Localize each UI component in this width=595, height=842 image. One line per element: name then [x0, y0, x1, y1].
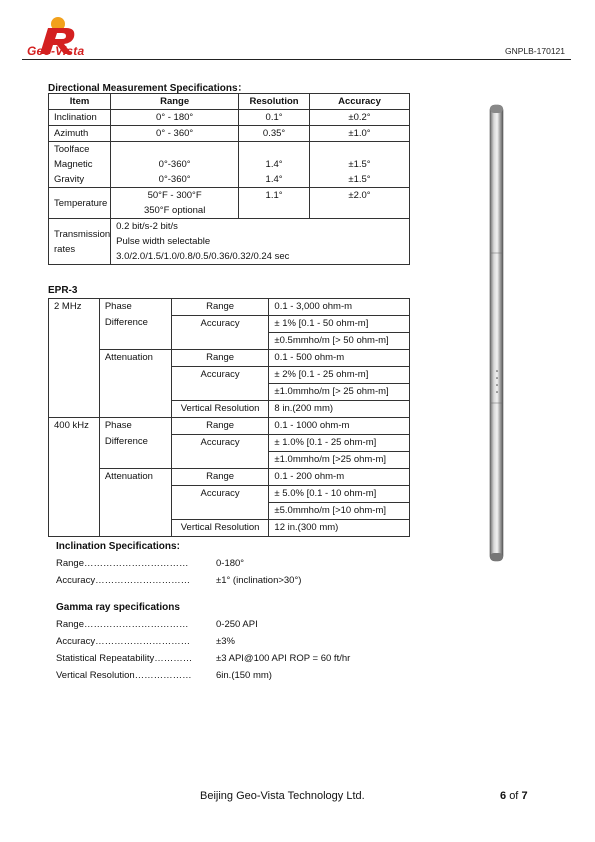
- param-cell: Accuracy: [171, 435, 269, 469]
- gravity-range: 0°-360°: [158, 174, 191, 185]
- magnetic-resolution: 1.4°: [265, 159, 283, 170]
- param-cell: Accuracy: [171, 486, 269, 520]
- list-item: [56, 572, 376, 589]
- difference-label: Difference: [104, 317, 148, 328]
- directional-spec-table: [48, 93, 410, 265]
- value-cell: 12 in.(300 mm): [269, 520, 410, 537]
- inclination-spec-list: [56, 555, 376, 589]
- list-item: [56, 633, 376, 650]
- table-row: [49, 126, 410, 142]
- spec-label: Statistical Repeatability…………: [56, 653, 193, 664]
- bit-rate: 0.2 bit/s-2 bit/s: [116, 221, 178, 232]
- pulse-values: 3.0/2.0/1.5/1.0/0.8/0.5/0.36/0.32/0.24 sec: [116, 251, 290, 262]
- magnetic-accuracy: ±1.5°: [348, 159, 371, 170]
- toolface-label: Toolface: [54, 144, 90, 155]
- gamma-spec-list: [56, 616, 376, 684]
- spec-label: Vertical Resolution………………: [56, 670, 192, 681]
- spec-label: Accuracy…………………………: [56, 575, 191, 586]
- value-cell: ±1.0mmho/m [> 25 ohm-m]: [269, 384, 410, 401]
- value-cell: 8 in.(200 mm): [269, 401, 410, 418]
- value-cell: ± 2% [0.1 - 25 ohm-m]: [269, 367, 410, 384]
- table-row: [49, 188, 410, 219]
- range-cell: 0° - 180°: [111, 110, 239, 126]
- resolution-cell: 0.1°: [239, 110, 310, 126]
- value-cell: ±0.5mmho/m [> 50 ohm-m]: [269, 333, 410, 350]
- epr-heading: EPR-3: [48, 285, 78, 296]
- phase-label: Phase: [104, 301, 132, 312]
- param-cell: Accuracy: [171, 316, 269, 350]
- spec-label: Accuracy…………………………: [56, 636, 191, 647]
- list-item: [56, 650, 376, 667]
- gamma-heading: Gamma ray specifications: [56, 602, 180, 613]
- pulse-width: Pulse width selectable: [116, 236, 211, 247]
- frequency-cell: 2 MHz: [49, 299, 100, 418]
- param-cell: Accuracy: [171, 367, 269, 401]
- list-item: [56, 616, 376, 633]
- item-cell: [49, 219, 111, 265]
- table-row: [49, 469, 410, 486]
- magnetic-label: Magnetic: [54, 159, 93, 170]
- table-row: [49, 418, 410, 435]
- directional-heading: Directional Measurement Specifications：: [48, 83, 248, 94]
- table-header-row: [49, 94, 410, 110]
- column-header: Item: [49, 94, 111, 110]
- gravity-accuracy: ±1.5°: [348, 174, 371, 185]
- spec-value: 6in.(150 mm): [216, 670, 272, 681]
- resolution-cell: 1.1°: [239, 188, 310, 219]
- gravity-label: Gravity: [54, 174, 85, 185]
- accuracy-cell: ±0.2°: [309, 110, 409, 126]
- param-cell: Range: [171, 299, 269, 316]
- range-cell: [111, 188, 239, 219]
- table-row: [49, 350, 410, 367]
- transmission-value-cell: [111, 219, 410, 265]
- rates-label: rates: [54, 243, 76, 255]
- temperature-range: 50°F - 300°F: [147, 190, 202, 201]
- spec-label: Range……………………………: [56, 558, 189, 569]
- resolution-cell: [239, 142, 310, 188]
- item-cell: Azimuth: [49, 126, 111, 142]
- magnetic-range: 0°-360°: [158, 159, 191, 170]
- value-cell: 0.1 - 200 ohm-m: [269, 469, 410, 486]
- frequency-cell: 400 kHz: [49, 418, 100, 537]
- param-cell: Range: [171, 350, 269, 367]
- list-item: [56, 667, 376, 684]
- value-cell: ± 1% [0.1 - 50 ohm-m]: [269, 316, 410, 333]
- table-row: [49, 142, 410, 188]
- value-cell: 0.1 - 3,000 ohm-m: [269, 299, 410, 316]
- gravity-resolution: 1.4°: [265, 174, 283, 185]
- header-divider: [22, 59, 571, 60]
- epr-spec-table: [48, 298, 410, 537]
- param-cell: Vertical Resolution: [171, 520, 269, 537]
- current-page: 6: [500, 790, 507, 802]
- footer-company: Beijing Geo-Vista Technology Ltd.: [200, 790, 365, 802]
- param-cell: Vertical Resolution: [171, 401, 269, 418]
- accuracy-cell: [309, 142, 409, 188]
- tool-rod-image: [489, 103, 505, 563]
- phase-difference-cell: [99, 418, 171, 469]
- item-cell: [49, 142, 111, 188]
- spec-value: ±1° (inclination>30°): [216, 575, 302, 586]
- phase-label: Phase: [104, 420, 132, 431]
- column-header: Range: [111, 94, 239, 110]
- column-header: Accuracy: [309, 94, 409, 110]
- value-cell: ± 5.0% [0.1 - 10 ohm-m]: [269, 486, 410, 503]
- value-cell: ±1.0mmho/m [>25 ohm-m]: [269, 452, 410, 469]
- resolution-cell: 0.35°: [239, 126, 310, 142]
- spec-value: 0-180°: [216, 558, 245, 569]
- spec-value: ±3 API@100 API ROP = 60 ft/hr: [216, 653, 351, 664]
- logo-wordmark: Geo-Vista: [27, 44, 85, 58]
- list-item: [56, 555, 376, 572]
- table-row: [49, 299, 410, 316]
- table-row: [49, 219, 410, 265]
- value-cell: ± 1.0% [0.1 - 25 ohm-m]: [269, 435, 410, 452]
- inclination-heading: Inclination Specifications:: [56, 541, 180, 552]
- range-cell: 0° - 360°: [111, 126, 239, 142]
- accuracy-cell: ±2.0°: [309, 188, 409, 219]
- column-header: Resolution: [239, 94, 310, 110]
- page-of: of: [509, 790, 519, 802]
- spec-value: 0-250 API: [216, 619, 258, 630]
- difference-label: Difference: [104, 436, 148, 447]
- range-cell: [111, 142, 239, 188]
- page-number: [500, 790, 528, 802]
- value-cell: 0.1 - 1000 ohm-m: [269, 418, 410, 435]
- attenuation-cell: Attenuation: [99, 469, 171, 537]
- document-id: GNPLB-170121: [504, 46, 565, 56]
- item-cell: Temperature: [49, 188, 111, 219]
- attenuation-cell: Attenuation: [99, 350, 171, 418]
- param-cell: Range: [171, 469, 269, 486]
- param-cell: Range: [171, 418, 269, 435]
- phase-difference-cell: [99, 299, 171, 350]
- spec-value: ±3%: [216, 636, 235, 647]
- temperature-range-optional: 350°F optional: [143, 205, 206, 216]
- item-cell: Inclination: [49, 110, 111, 126]
- spec-label: Range……………………………: [56, 619, 189, 630]
- accuracy-cell: ±1.0°: [309, 126, 409, 142]
- table-row: [49, 110, 410, 126]
- transmission-label: Transmission: [54, 228, 111, 240]
- total-pages: 7: [521, 790, 528, 802]
- value-cell: 0.1 - 500 ohm-m: [269, 350, 410, 367]
- value-cell: ±5.0mmho/m [>10 ohm-m]: [269, 503, 410, 520]
